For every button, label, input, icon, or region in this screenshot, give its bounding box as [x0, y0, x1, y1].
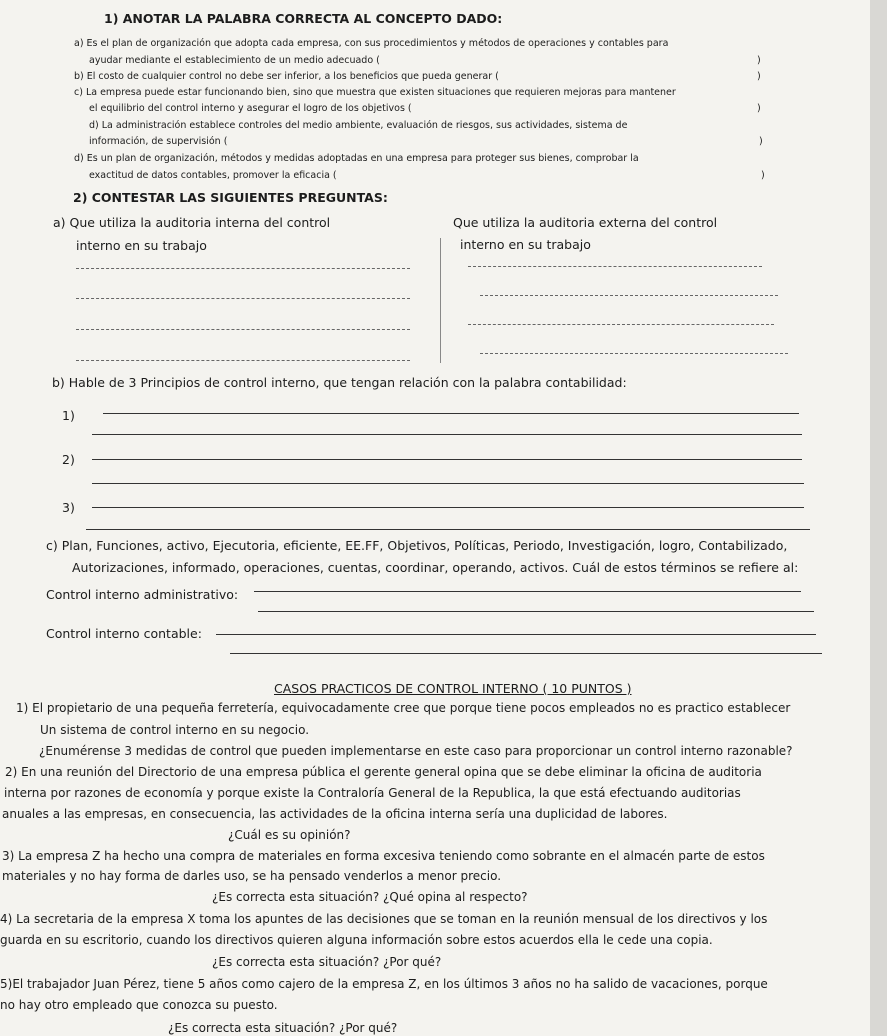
case-line-15: no hay otro empleado que conozca su puesto. [0, 998, 278, 1012]
question-b-num-2: 2) [62, 452, 75, 467]
section-2-title: 2) CONTESTAR LAS SIGUIENTES PREGUNTAS: [73, 190, 388, 205]
item-c-line-1: c) La empresa puede estar funcionando bien, sino que muestra que existen situaciones que requieren mejoras para mantener [74, 87, 676, 98]
principle-line-2a[interactable] [92, 459, 802, 460]
item-d-line-2: información, de supervisión ( [89, 136, 228, 147]
case-line-12: guarda en su escritorio, cuando los directivos quieren alguna información sobre estos acuerdos ella le cede una copia. [0, 933, 713, 947]
case-line-13: ¿Es correcta esta situación? ¿Por qué? [212, 955, 442, 969]
principle-line-1a[interactable] [103, 413, 799, 414]
question-c-line-2: Autorizaciones, informado, operaciones, cuentas, coordinar, operando, activos. Cuál de estos términos se refiere al: [72, 560, 799, 575]
paren-d: ) [759, 136, 763, 147]
case-line-4: 2) En una reunión del Directorio de una empresa pública el gerente general opina que se debe eliminar la oficina de auditoria [5, 765, 762, 779]
contable-answer-line-2[interactable] [230, 653, 822, 654]
answer-line-left-4[interactable] [76, 360, 410, 361]
answer-line-left-3[interactable] [76, 329, 410, 330]
label-control-administrativo: Control interno administrativo: [46, 587, 239, 602]
answer-line-right-4[interactable] [480, 353, 788, 354]
item-b: b) El costo de cualquier control no debe ser inferior, a los beneficios que pueda generar ( [74, 71, 499, 82]
case-line-6: anuales a las empresas, en consecuencia, las actividades de la oficina interna sería una duplicidad de labores. [2, 807, 668, 821]
answer-line-right-2[interactable] [480, 295, 778, 296]
paren-e: ) [761, 170, 765, 181]
item-e-line-1: d) Es un plan de organización, métodos y medidas adoptadas en una empresa para proteger sus bienes, comprobar la [74, 153, 639, 164]
page-edge-shadow [870, 0, 887, 1036]
principle-line-1b[interactable] [92, 434, 802, 435]
case-line-3: ¿Enumérense 3 medidas de control que pueden implementarse en este caso para proporcionar un control interno razonable? [39, 744, 793, 758]
question-a-right-line-1: Que utiliza la auditoria externa del control [453, 215, 718, 230]
question-c-line-1: c) Plan, Funciones, activo, Ejecutoria, eficiente, EE.FF, Objetivos, Políticas, Periodo, Investigación, logro, Contabilizado, [46, 538, 788, 553]
column-divider [440, 238, 441, 363]
principle-line-3b[interactable] [86, 529, 810, 530]
case-line-7: ¿Cuál es su opinión? [228, 828, 351, 842]
case-line-10: ¿Es correcta esta situación? ¿Qué opina al respecto? [212, 890, 528, 904]
principle-line-3a[interactable] [92, 507, 804, 508]
paren-b: ) [757, 71, 761, 82]
item-c-line-2: el equilibrio del control interno y asegurar el logro de los objetivos ( [89, 103, 412, 114]
case-line-14: 5)El trabajador Juan Pérez, tiene 5 años como cajero de la empresa Z, en los últimos 3 años no ha salido de vacaciones, porque [0, 977, 768, 991]
paren-c: ) [757, 103, 761, 114]
case-line-8: 3) La empresa Z ha hecho una compra de materiales en forma excesiva teniendo como sobrante en el almacén parte de estos [2, 849, 765, 863]
case-line-1: 1) El propietario de una pequeña ferretería, equivocadamente cree que porque tiene pocos empleados no es practico establecer [16, 701, 791, 715]
answer-line-right-3[interactable] [468, 324, 774, 325]
cases-title: CASOS PRACTICOS DE CONTROL INTERNO ( 10 PUNTOS ) [274, 681, 632, 696]
item-a-line-1: a) Es el plan de organización que adopta cada empresa, con sus procedimientos y métodos de operaciones y contables para [74, 38, 669, 49]
case-line-11: 4) La secretaria de la empresa X toma los apuntes de las decisiones que se toman en la reunión mensual de los directivos y los [0, 912, 768, 926]
case-line-16: ¿Es correcta esta situación? ¿Por qué? [168, 1021, 398, 1035]
paren-a: ) [757, 55, 761, 66]
section-1-title: 1) ANOTAR LA PALABRA CORRECTA AL CONCEPTO DADO: [104, 11, 503, 26]
question-b-num-3: 3) [62, 500, 75, 515]
contable-answer-line-1[interactable] [216, 634, 816, 635]
question-b-num-1: 1) [62, 408, 75, 423]
case-line-2: Un sistema de control interno en su negocio. [40, 723, 310, 737]
case-line-5: interna por razones de economía y porque existe la Contraloría General de la Republica, la que está efectuando auditorias [4, 786, 741, 800]
admin-answer-line-1[interactable] [254, 591, 801, 592]
admin-answer-line-2[interactable] [258, 611, 814, 612]
question-b: b) Hable de 3 Principios de control interno, que tengan relación con la palabra contabilidad: [52, 375, 627, 390]
answer-line-left-2[interactable] [76, 298, 410, 299]
answer-line-right-1[interactable] [468, 266, 762, 267]
item-e-line-2: exactitud de datos contables, promover la eficacia ( [89, 170, 337, 181]
question-a-left-line-1: a) Que utiliza la auditoria interna del control [53, 215, 331, 230]
item-a-line-2: ayudar mediante el establecimiento de un medio adecuado ( [89, 55, 380, 66]
label-control-contable: Control interno contable: [46, 626, 202, 641]
answer-line-left-1[interactable] [76, 268, 410, 269]
case-line-9: materiales y no hay forma de darles uso, se ha pensado venderlos a menor precio. [2, 869, 502, 883]
question-a-left-line-2: interno en su trabajo [76, 238, 207, 253]
question-a-right-line-2: interno en su trabajo [460, 237, 591, 252]
principle-line-2b[interactable] [92, 483, 804, 484]
item-d-line-1: d) La administración establece controles del medio ambiente, evaluación de riesgos, sus actividades, sistema de [89, 120, 628, 131]
